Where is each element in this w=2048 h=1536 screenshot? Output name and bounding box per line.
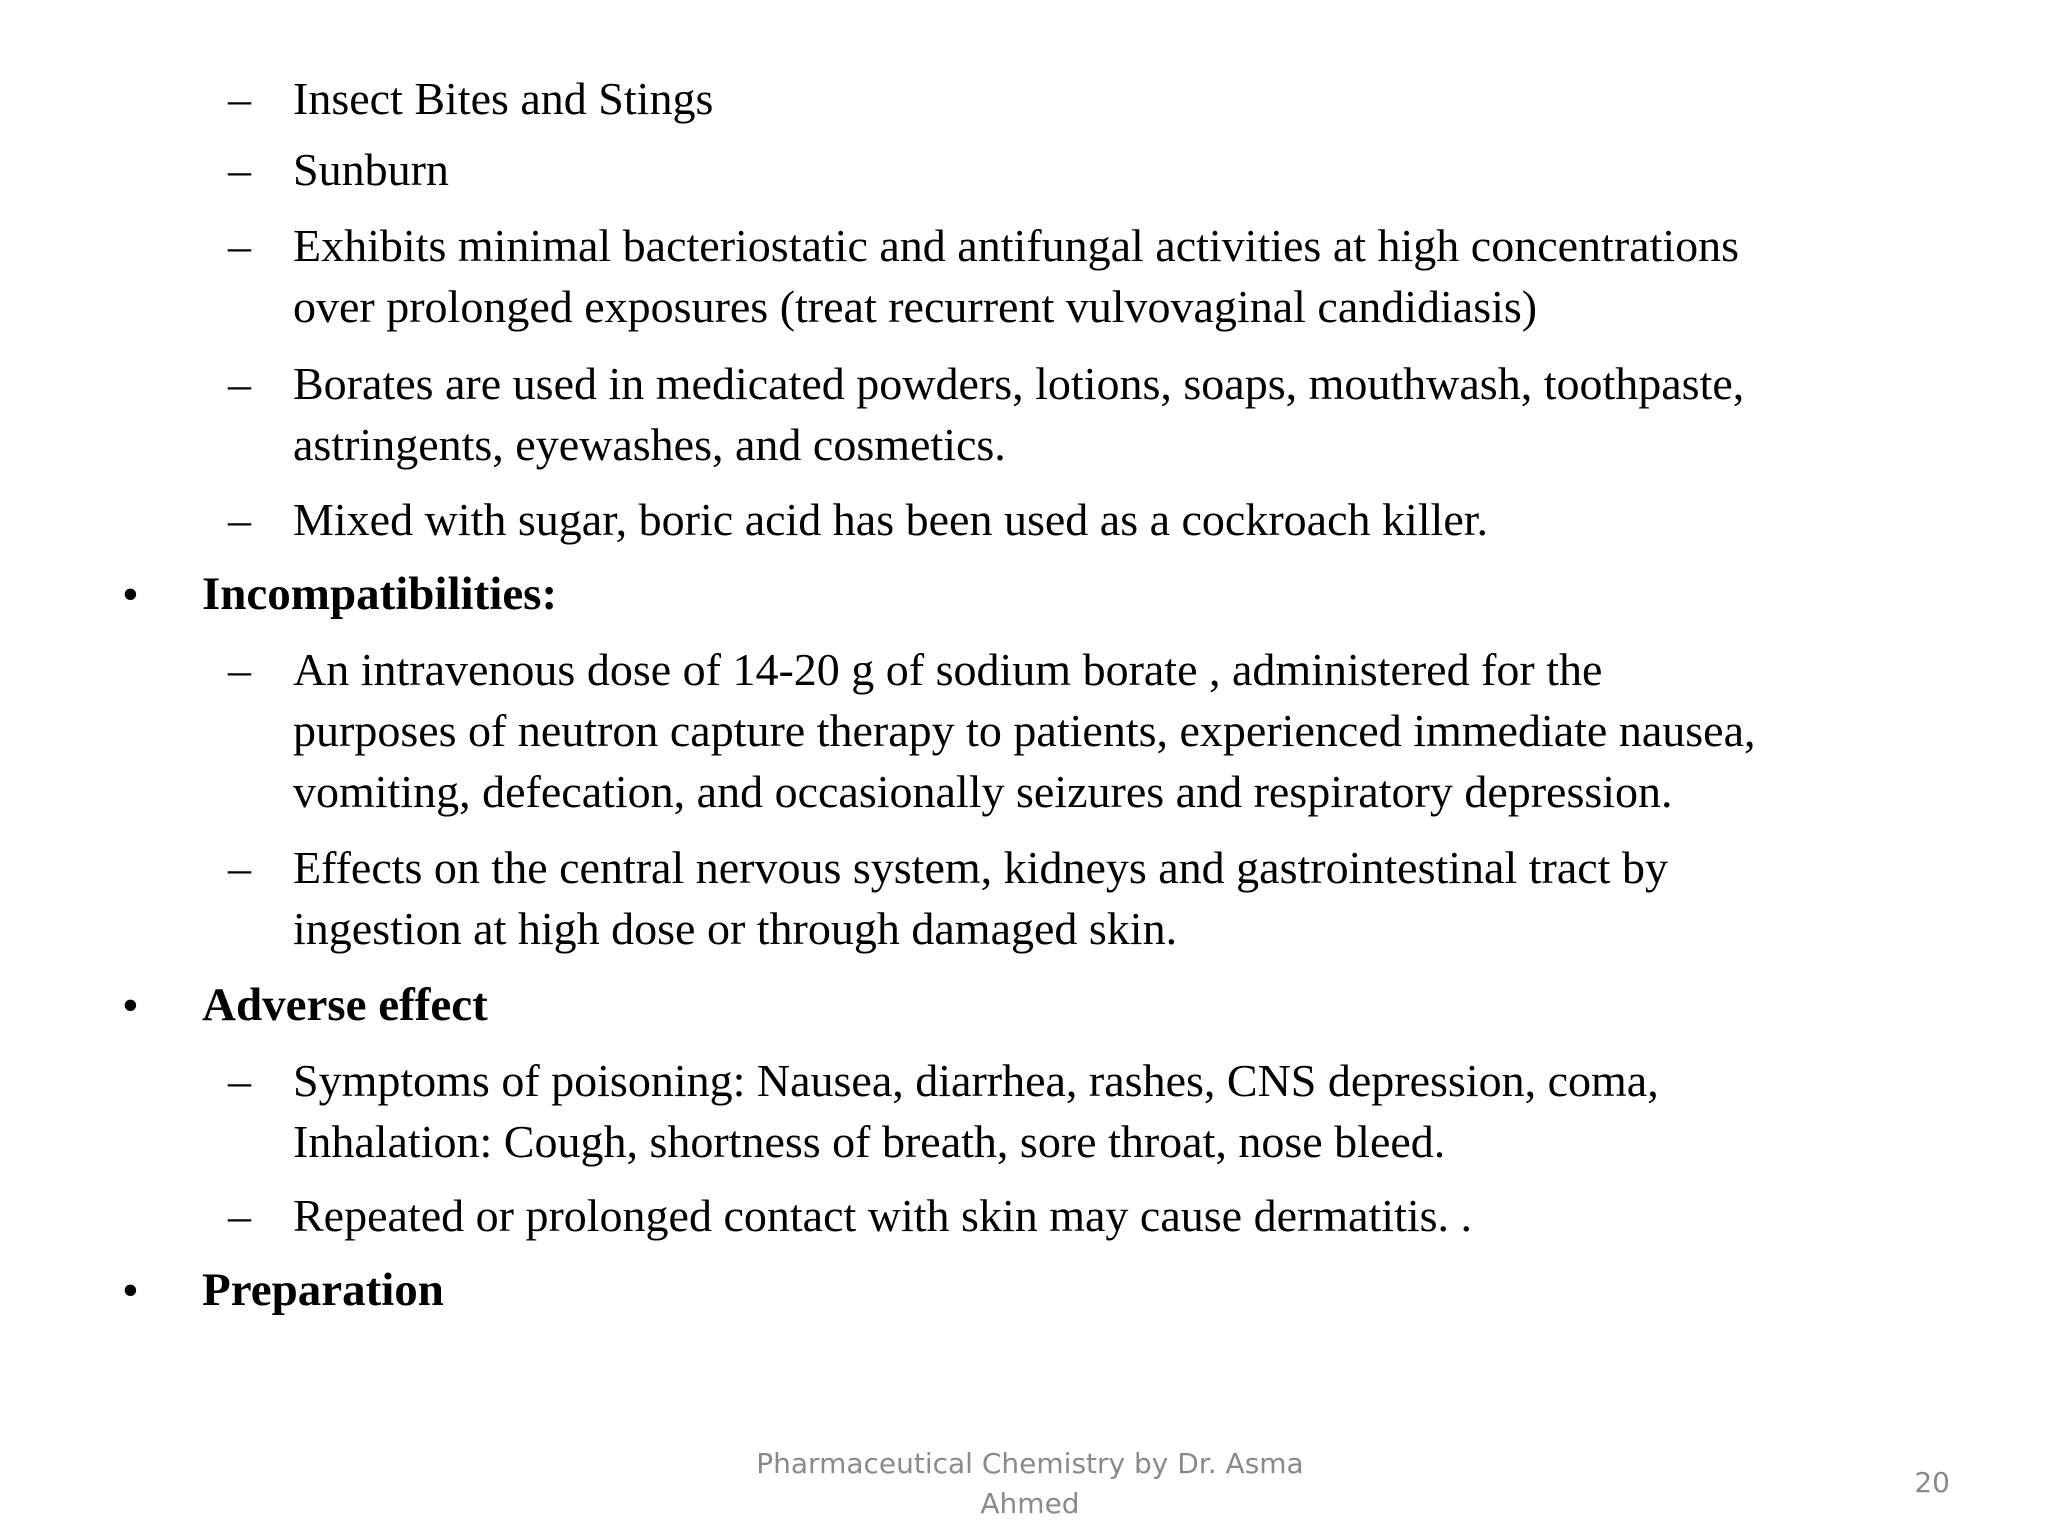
dash-marker: – xyxy=(228,842,251,893)
bullet-marker: • xyxy=(122,1264,139,1317)
item-text-line: Repeated or prolonged contact with skin may cause dermatitis. . xyxy=(293,1190,1473,1241)
section-heading: Preparation xyxy=(202,1264,444,1316)
item-text-line: Mixed with sugar, boric acid has been used as a cockroach killer. xyxy=(293,494,1489,545)
item-text-line: vomiting, defecation, and occasionally seizures and respiratory depression. xyxy=(293,766,1673,817)
item-text-line: Insect Bites and Stings xyxy=(293,73,714,124)
item-text-line: Inhalation: Cough, shortness of breath, sore throat, nose bleed. xyxy=(293,1116,1446,1167)
footer-line: Ahmed xyxy=(980,1487,1080,1520)
item-text-line: Sunburn xyxy=(293,144,449,195)
dash-marker: – xyxy=(228,1190,251,1241)
bullet-marker: • xyxy=(122,568,139,621)
section-heading: Adverse effect xyxy=(202,979,488,1031)
bullet-marker: • xyxy=(122,979,139,1032)
item-text-line: purposes of neutron capture therapy to patients, experienced immediate nausea, xyxy=(293,705,1756,756)
item-text-line: over prolonged exposures (treat recurrent vulvovaginal candidiasis) xyxy=(293,281,1538,332)
item-text-line: Exhibits minimal bacteriostatic and antifungal activities at high concentrations xyxy=(293,220,1740,271)
footer-line: Pharmaceutical Chemistry by Dr. Asma xyxy=(756,1447,1304,1480)
dash-marker: – xyxy=(228,73,251,124)
footer-text xyxy=(680,1444,1380,1524)
item-text-line: Effects on the central nervous system, kidneys and gastrointestinal tract by xyxy=(293,842,1668,893)
item-text-line: ingestion at high dose or through damaged skin. xyxy=(293,903,1178,954)
item-text-line: Borates are used in medicated powders, lotions, soaps, mouthwash, toothpaste, xyxy=(293,358,1745,409)
dash-marker: – xyxy=(228,494,251,545)
item-text-line: Symptoms of poisoning: Nausea, diarrhea, rashes, CNS depression, coma, xyxy=(293,1055,1659,1106)
dash-marker: – xyxy=(228,144,251,195)
dash-marker: – xyxy=(228,220,251,271)
page-number: 20 xyxy=(1914,1466,1950,1499)
item-text-line: astringents, eyewashes, and cosmetics. xyxy=(293,419,1006,470)
dash-marker: – xyxy=(228,358,251,409)
dash-marker: – xyxy=(228,1055,251,1106)
item-text-line: An intravenous dose of 14-20 g of sodium borate , administered for the xyxy=(293,644,1603,695)
dash-marker: – xyxy=(228,644,251,695)
section-heading: Incompatibilities: xyxy=(202,568,558,620)
